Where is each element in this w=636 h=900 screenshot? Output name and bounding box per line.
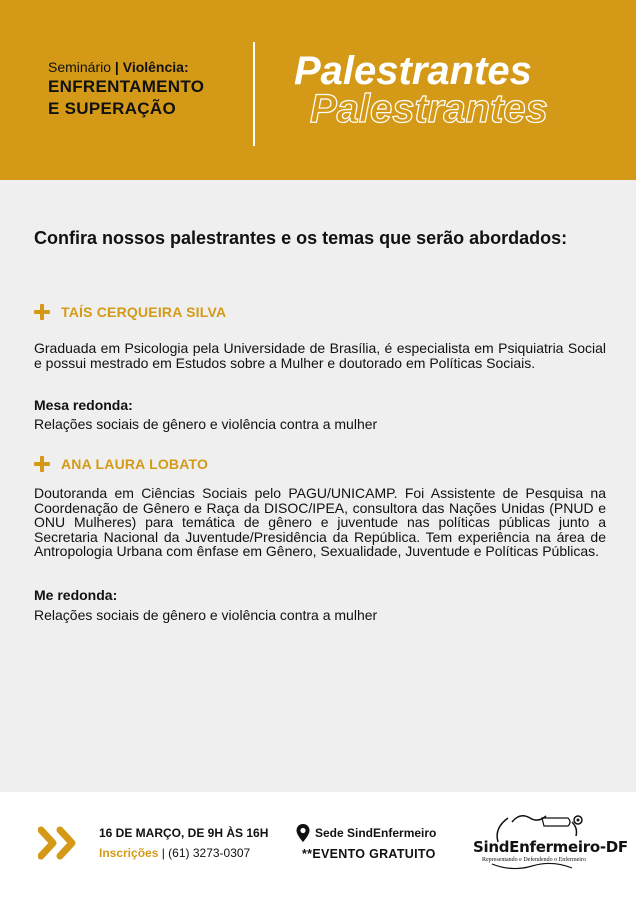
header-divider (253, 42, 255, 146)
seminar-separator: | (114, 59, 123, 75)
page-title-outline: Palestrantes (310, 87, 548, 131)
session-topic: Relações sociais de gênero e violência contra a mulher (34, 607, 378, 623)
event-date: 16 DE MARÇO, DE 9H ÀS 16H (99, 826, 269, 840)
session-topic: Relações sociais de gênero e violência contra a mulher (34, 416, 378, 432)
page-title: Palestrantes (294, 49, 532, 93)
speaker-heading-1 (34, 304, 226, 320)
seminar-line-3: E SUPERAÇÃO (48, 99, 176, 118)
plus-icon (34, 304, 50, 320)
session-label: Mesa redonda: (34, 397, 133, 413)
event-location: Sede SindEnfermeiro (315, 826, 437, 840)
registration-phone: (61) 3273-0307 (168, 846, 251, 860)
location-pin-icon (296, 824, 310, 842)
logo-tagline: Representando e Defendendo o Enfermeiro (482, 857, 586, 863)
free-event-note: **EVENTO GRATUITO (302, 847, 436, 861)
seminar-prefix: Seminário (48, 59, 112, 75)
plus-icon (34, 456, 50, 472)
speaker-name: ANA LAURA LOBATO (61, 456, 209, 472)
seminar-line-2: ENFRENTAMENTO (48, 77, 205, 96)
registration-info (99, 846, 250, 860)
intro-heading: Confira nossos palestrantes e os temas que serão abordados: (34, 228, 568, 248)
registration-separator: | (158, 846, 169, 860)
seminar-title (48, 58, 204, 120)
double-chevron-icon (38, 826, 82, 860)
speaker-bio: Graduada em Psicologia pela Universidade de Brasília, é especialista em Psiquiatria Social e possui mestrado em Estudos sobre a Mulher e doutorado em Políticas Sociais. (34, 340, 606, 371)
session-label: Me redonda: (34, 587, 118, 603)
logo-name: SindEnfermeiro-DF (473, 838, 628, 856)
registration-label: Inscrições (99, 846, 159, 860)
speaker-bio: Doutoranda em Ciências Sociais pelo PAGU/UNICAMP. Foi Assistente de Pesquisa na Coordenação de Gênero e Raça da DISOC/IPEA, consultora das Nações Unidas (PNUD e ONU Mulheres) para temática de gênero e juventude nas políticas públicas junto a Secretaria Nacional da Juventude/Presidência da República. Tem experiência na área de Antropologia Urbana com ênfase em Gênero, Sexualidade, Juventude e Políticas Públicas. (34, 485, 606, 559)
seminar-highlight: Violência: (122, 59, 189, 75)
speaker-name: TAÍS CERQUEIRA SILVA (61, 304, 227, 320)
speaker-heading-2 (34, 456, 208, 472)
